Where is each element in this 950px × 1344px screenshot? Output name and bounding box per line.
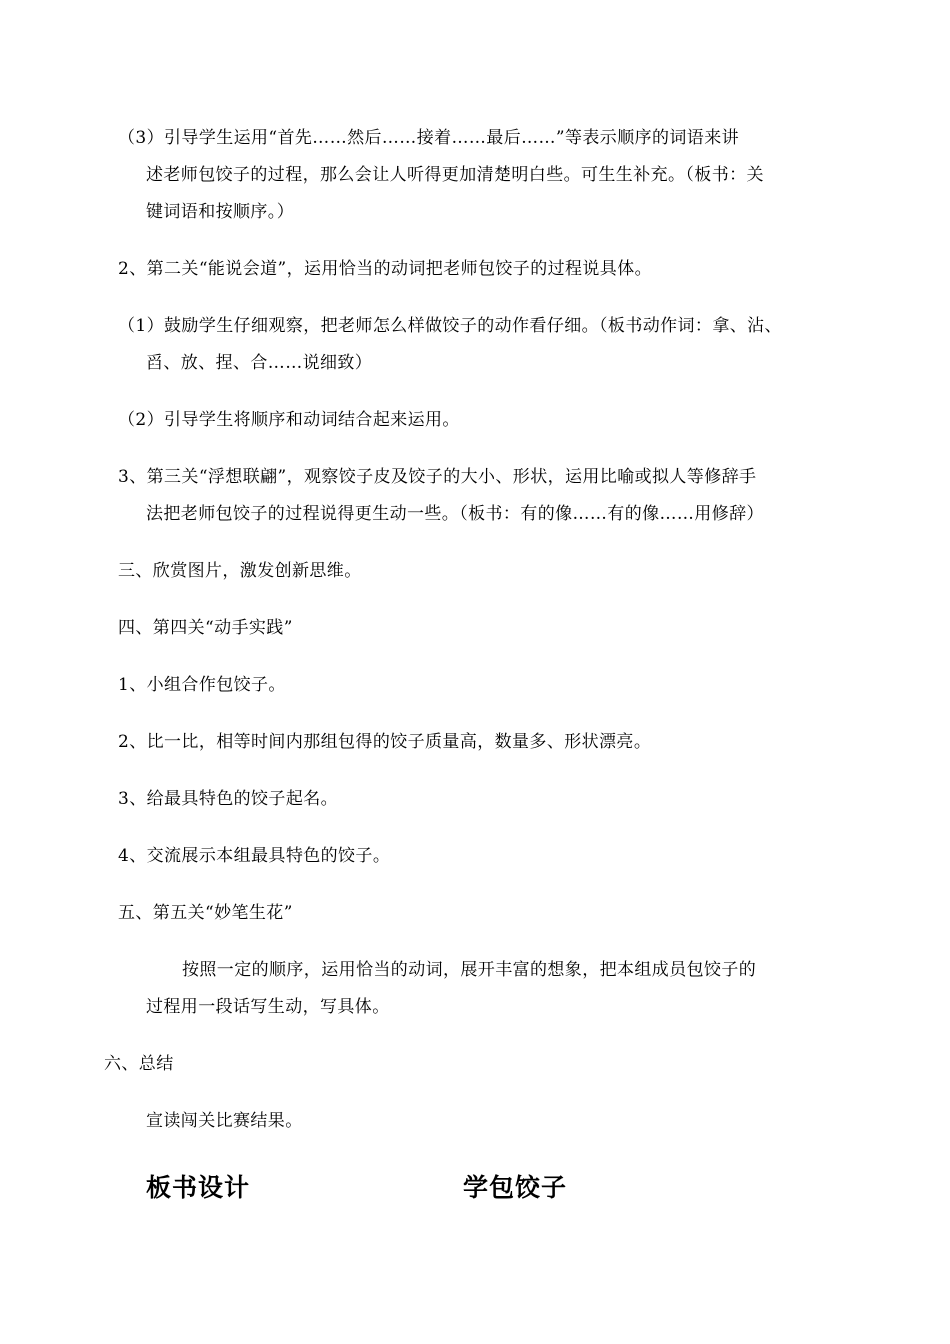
section-heading: 五、第五关“妙笔生花” [118, 903, 293, 923]
paragraph-line: 1、小组合作包饺子。 [118, 675, 286, 695]
paragraph-line: 3、给最具特色的饺子起名。 [118, 789, 339, 809]
paragraph-line: 过程用一段话写生动，写具体。 [146, 997, 390, 1017]
paragraph-line: 3、第三关“浮想联翩”，观察饺子皮及饺子的大小、形状，运用比喻或拟人等修辞手 [118, 467, 757, 487]
section-heading: 四、第四关“动手实践” [118, 618, 293, 638]
paragraph-line: （2）引导学生将顺序和动词结合起来运用。 [118, 410, 460, 430]
paragraph-line: 舀、放、捏、合……说细致） [146, 353, 373, 373]
paragraph-line: 按照一定的顺序，运用恰当的动词，展开丰富的想象，把本组成员包饺子的 [182, 960, 757, 980]
paragraph-line: 4、交流展示本组最具特色的饺子。 [118, 846, 391, 866]
paragraph-line: 2、第二关“能说会道”，运用恰当的动词把老师包饺子的过程说具体。 [118, 259, 652, 279]
paragraph-line: 键词语和按顺序。） [146, 202, 295, 222]
paragraph-line: 宣读闯关比赛结果。 [146, 1111, 303, 1131]
paragraph-line: （3）引导学生运用“首先……然后……接着……最后……”等表示顺序的词语来讲 [118, 128, 739, 148]
paragraph-line: （1）鼓励学生仔细观察，把老师怎么样做饺子的动作看仔细。（板书动作词：拿、沾、 [118, 316, 782, 336]
board-design-label: 板书设计 [146, 1173, 251, 1202]
section-heading: 三、欣赏图片，激发创新思维。 [118, 561, 362, 581]
paragraph-line: 述老师包饺子的过程，那么会让人听得更加清楚明白些。可生生补充。（板书：关 [146, 165, 764, 185]
section-heading: 六、总结 [104, 1054, 174, 1074]
paragraph-line: 法把老师包饺子的过程说得更生动一些。（板书：有的像……有的像……用修辞） [146, 504, 764, 524]
paragraph-line: 2、比一比，相等时间内那组包得的饺子质量高，数量多、形状漂亮。 [118, 732, 652, 752]
board-title: 学包饺子 [463, 1173, 568, 1202]
